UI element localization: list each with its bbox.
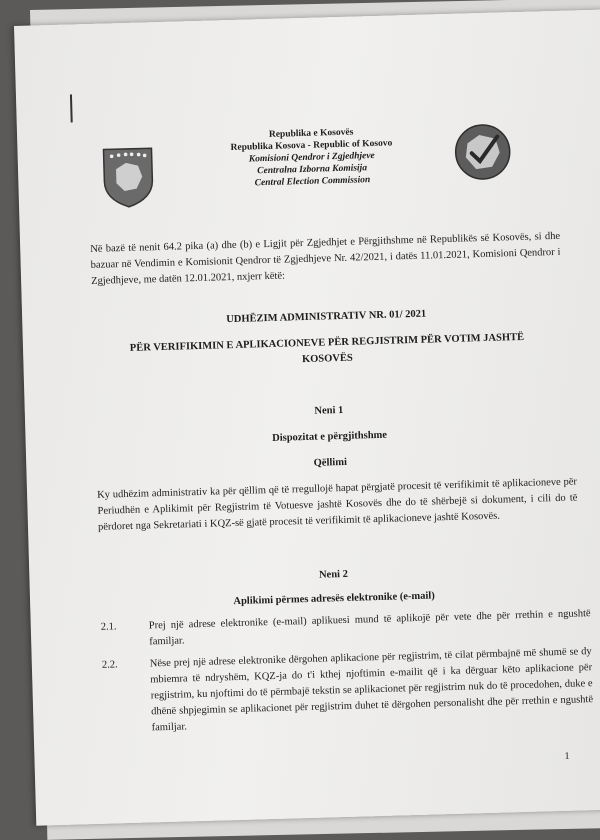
page-number: 1 (564, 750, 570, 762)
document-title: UDHËZIM ADMINISTRATIV NR. 01/ 2021 (226, 308, 427, 326)
document-subtitle: PËR VERIFIKIMIN E APLIKACIONEVE PËR REGJISTRIM PËR VOTIM JASHTË KOSOVËS (129, 331, 525, 366)
article-1-heading: Neni 1 (314, 404, 344, 417)
header-line-1: Republika e Kosovës (268, 127, 354, 140)
article-2-item (102, 644, 594, 738)
institution-name (191, 124, 433, 191)
document-header (61, 121, 563, 215)
item-text: Prej një adrese elektronike (e-mail) aplikuesi mund të aplikojë për vete dhe për rrethin e ngushtë familjar. (148, 608, 591, 648)
article-2-item (101, 606, 592, 652)
cec-logo-icon (453, 122, 513, 182)
article-1-subtitle: Qëllimi (313, 456, 348, 469)
header-line-3: Komisioni Qendror i Zgjedhjeve (248, 150, 375, 165)
article-1-text: Ky udhëzim administrativ ka për qëllim që të rregullojë hapat përgjatë procesit të verifikimit të aplikacioneve për Periudhën e Aplikimit për Regjistrim të Votuesve jashtë Kosovës dhe do të shërbejë si dokument, i cili do të përdoret nga Sekretariati i KQZ-së gjatë procesit të verifikimit të aplikacioneve jashtë Kosovës. (96, 476, 578, 533)
header-line-2: Republika Kosova - Republic of Kosovo (230, 138, 393, 153)
header-line-4: Centralna Izborna Komisija (257, 163, 368, 177)
header-line-5: Central Election Commission (254, 175, 371, 189)
pen-mark (70, 94, 73, 122)
article-2-title: Aplikimi përmes adresës elektronike (e-mail) (233, 590, 435, 608)
item-number: 2.2. (101, 659, 118, 671)
item-text: Nëse prej një adrese elektronike dërgohen aplikacione për regjistrim, të cilat përmbajnë më shumë se dy mbiemra të ndryshëm, KQZ-ja do t'i kthej njoftimin e-mailit që i ka dërguar këto aplikacione për regjistrim, ku njoftimi do të përmbajë tekstin se aplikacionet për regjistrim nuk do të procedohen, duke e dhënë shpjegimin se aplikacionet për regjistrim duhet të dërgohen personalisht dhe për rrethin e ngushtë familjar. (149, 646, 594, 734)
document-page (14, 9, 600, 825)
article-1-title: Dispozitat e përgjithshme (272, 429, 388, 444)
article-2-heading: Neni 2 (318, 568, 349, 581)
kosovo-coat-of-arms-icon (101, 146, 155, 209)
intro-paragraph: Në bazë të nenit 64.2 pika (a) dhe (b) e Ligjit për Zgjedhjet e Përgjithshme në Republikës së Kosovës, si dhe bazuar në Vendimin e Komisionit Qendror të Zgjedhjeve Nr. 42/2021, i datës 11.01.2021, Komisioni Qendror i Zgjedhjeve, me datën 12.01.2021, nxjerr këtë: (90, 230, 561, 287)
item-number: 2.1. (100, 621, 117, 633)
